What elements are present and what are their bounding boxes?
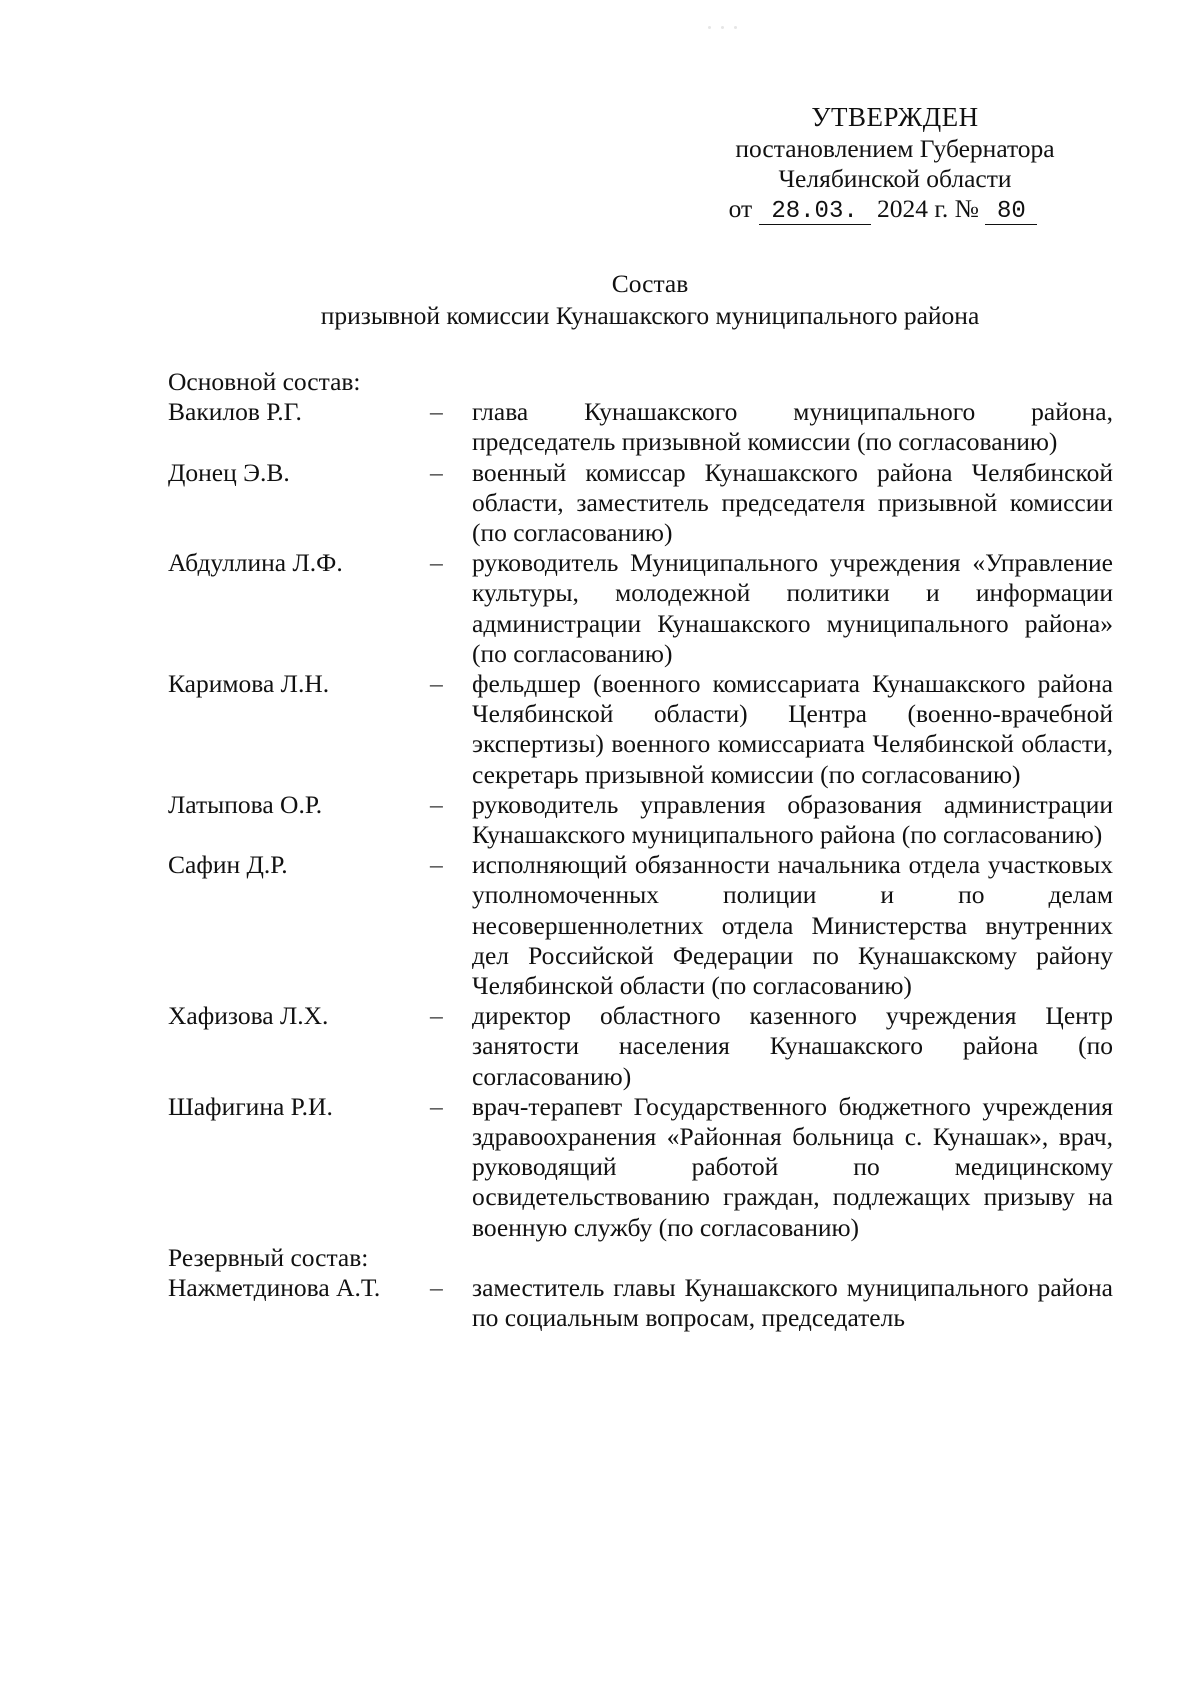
commission-roster bbox=[168, 367, 1128, 1334]
dash-separator: – bbox=[430, 1091, 443, 1121]
member-position: фельдшер (военного комиссариата Кунашакского района Челябинской области) Центра (военно-врачебной экспертизы) военного комиссариата Челябинской области, секретарь призывной комиссии (по согласованию) bbox=[472, 669, 1113, 789]
member-entry bbox=[168, 1001, 1128, 1092]
member-position: директор областного казенного учреждения Центр занятости населения Кунашакского района (по согласованию) bbox=[472, 1001, 1113, 1091]
dash-separator: – bbox=[430, 850, 443, 880]
member-position: руководитель Муниципального учреждения «Управление культуры, молодежной политики и информации администрации Кунашакского муниципального района» (по согласованию) bbox=[472, 548, 1113, 668]
dash-separator: – bbox=[430, 457, 443, 487]
member-position: военный комиссар Кунашакского района Челябинской области, заместитель председателя призывной комиссии (по согласованию) bbox=[472, 457, 1113, 548]
member-entry bbox=[168, 790, 1128, 850]
member-position: врач-терапевт Государственного бюджетного учреждения здравоохранения «Районная больница с. Кунашак», врач, руководящий работой по медицинскому освидетельствованию граждан, подлежащих призыву на военную службу (по согласованию) bbox=[472, 1091, 1113, 1242]
member-position: заместитель главы Кунашакского муниципального района по социальным вопросам, председатель bbox=[472, 1273, 1113, 1333]
member-position: исполняющий обязанности начальника отдела участковых уполномоченных полиции и по делам несовершеннолетних отдела Министерства внутренних дел Российской Федерации по Кунашакскому району Челябинской области (по согласованию) bbox=[472, 850, 1113, 1001]
document-heading bbox=[150, 268, 1150, 332]
member-name: Донец Э.В. bbox=[168, 457, 290, 487]
date-prefix: от bbox=[728, 194, 753, 223]
member-entry bbox=[168, 548, 1128, 669]
approval-line-2: Челябинской области bbox=[778, 164, 1012, 193]
member-entry bbox=[168, 458, 1128, 549]
dash-separator: – bbox=[430, 397, 443, 427]
dash-separator: – bbox=[430, 669, 443, 699]
dash-separator: – bbox=[430, 1273, 443, 1303]
heading-title: Состав bbox=[611, 269, 689, 298]
dash-separator: – bbox=[430, 789, 443, 819]
approval-title: УТВЕРЖДЕН bbox=[811, 102, 979, 132]
year-text: 2024 г. № bbox=[876, 194, 979, 223]
member-entry bbox=[168, 397, 1128, 457]
reserve-section-title: Резервный состав: bbox=[168, 1242, 369, 1272]
approval-stamp bbox=[680, 100, 1110, 225]
member-position: глава Кунашакского муниципального района, председатель призывной комиссии (по согласованию) bbox=[472, 397, 1113, 457]
date-field: 28.03. bbox=[759, 200, 871, 225]
member-name: Нажметдинова А.Т. bbox=[168, 1273, 381, 1303]
heading-subtitle: призывной комиссии Кунашакского муниципального района bbox=[320, 301, 980, 330]
member-name: Сафин Д.Р. bbox=[168, 850, 288, 880]
member-name: Шафигина Р.И. bbox=[168, 1091, 333, 1121]
member-entry bbox=[168, 669, 1128, 790]
member-name: Абдуллина Л.Ф. bbox=[168, 548, 343, 578]
scan-speck bbox=[708, 6, 768, 12]
member-entry bbox=[168, 850, 1128, 1001]
member-entry bbox=[168, 1273, 1128, 1333]
member-position: руководитель управления образования администрации Кунашакского муниципального района (по согласованию) bbox=[472, 789, 1113, 850]
main-members-list bbox=[168, 397, 1128, 1243]
approval-line-1: постановлением Губернатора bbox=[735, 134, 1055, 163]
main-section-title: Основной состав: bbox=[168, 367, 361, 396]
member-name: Вакилов Р.Г. bbox=[168, 397, 302, 427]
member-name: Хафизова Л.Х. bbox=[168, 1001, 329, 1031]
member-name: Каримова Л.Н. bbox=[168, 669, 330, 699]
reserve-members-list bbox=[168, 1273, 1128, 1333]
dash-separator: – bbox=[430, 1001, 443, 1031]
member-name: Латыпова О.Р. bbox=[168, 789, 323, 819]
member-entry bbox=[168, 1092, 1128, 1243]
dash-separator: – bbox=[430, 548, 443, 578]
number-field: 80 bbox=[985, 200, 1037, 225]
approval-date-line bbox=[668, 194, 1098, 225]
